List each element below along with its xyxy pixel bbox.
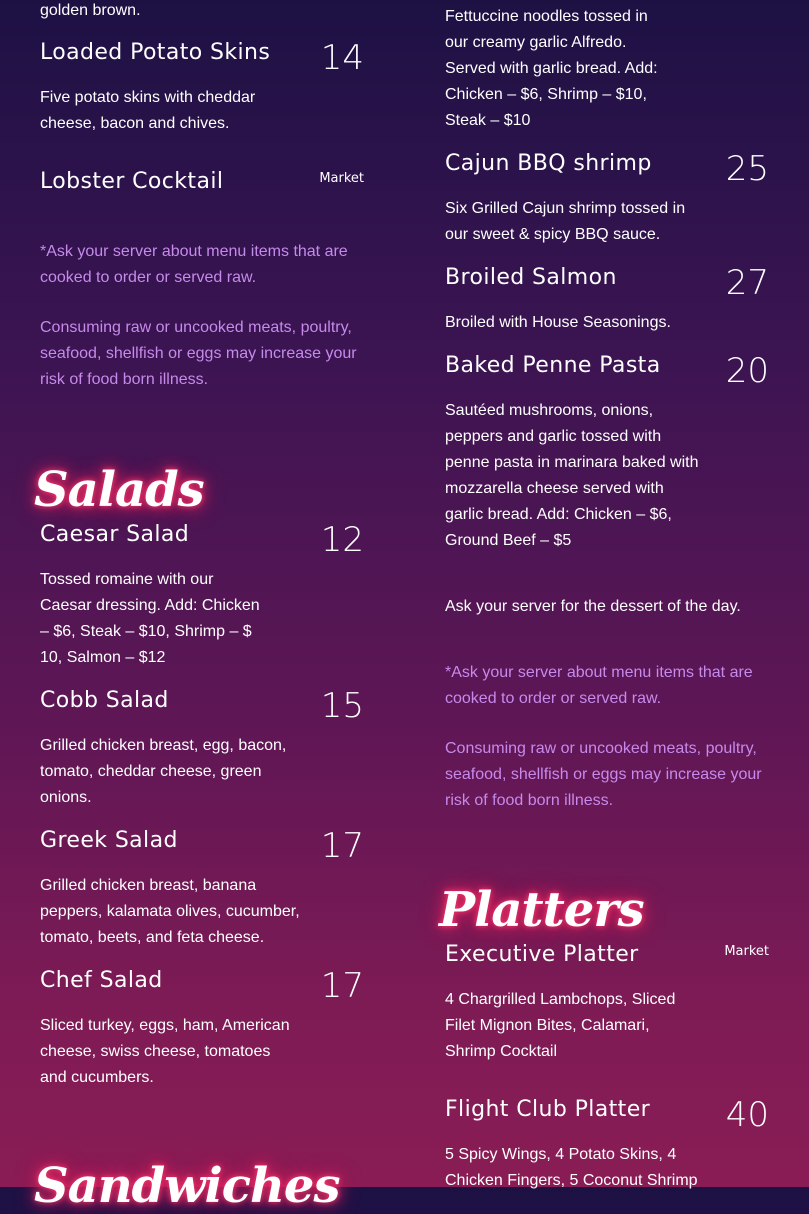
item-description-fragment: golden brown.: [40, 2, 141, 19]
menu-item-price: 14: [320, 38, 364, 78]
menu-item-price: 17: [320, 966, 364, 1006]
menu-item-price: 27: [725, 263, 769, 303]
item-description-fragment: Fettuccine noodles tossed in our creamy garlic Alfredo. Served with garlic bread. Add: Chicken – $6, Shrimp – $10, Steak – $10: [445, 8, 658, 129]
section-heading-platters: Platters: [439, 882, 644, 938]
menu-item-price: 20: [725, 351, 769, 391]
menu-item-name: Caesar Salad: [40, 522, 190, 547]
menu-item-description: 4 Chargrilled Lambchops, Sliced Filet Mignon Bites, Calamari, Shrimp Cocktail: [445, 991, 676, 1060]
menu-item-name: Chef Salad: [40, 968, 163, 993]
menu-item-name: Lobster Cocktail: [40, 169, 224, 194]
menu-item-price: 12: [320, 520, 364, 560]
menu-item-price: 25: [725, 149, 769, 189]
menu-item-name: Executive Platter: [445, 942, 639, 967]
menu-item-description: Grilled chicken breast, banana peppers, kalamata olives, cucumber, tomato, beets, and feta cheese.: [40, 877, 300, 946]
menu-item-description: Broiled with House Seasonings.: [445, 314, 671, 331]
raw-food-notice: *Ask your server about menu items that are cooked to order or served raw.: [445, 664, 753, 707]
menu-item-name: Flight Club Platter: [445, 1097, 651, 1122]
health-warning: Consuming raw or uncooked meats, poultry, seafood, shellfish or eggs may increase your risk of food born illness.: [445, 740, 762, 809]
menu-item-description: Five potato skins with cheddar cheese, bacon and chives.: [40, 89, 256, 132]
menu-item-name: Cajun BBQ shrimp: [445, 151, 652, 176]
menu-item-description: 5 Spicy Wings, 4 Potato Skins, 4 Chicken Fingers, 5 Coconut Shrimp: [445, 1146, 698, 1189]
menu-item-description: Six Grilled Cajun shrimp tossed in our sweet & spicy BBQ sauce.: [445, 200, 686, 243]
menu-item-name: Cobb Salad: [40, 688, 169, 713]
health-warning: Consuming raw or uncooked meats, poultry, seafood, shellfish or eggs may increase your risk of food born illness.: [40, 319, 357, 388]
menu-item-name: Loaded Potato Skins: [40, 40, 271, 65]
menu-item-description: Sliced turkey, eggs, ham, American cheese, swiss cheese, tomatoes and cucumbers.: [40, 1017, 290, 1086]
menu-item-name: Broiled Salmon: [445, 265, 617, 290]
menu-item-description: Grilled chicken breast, egg, bacon, tomato, cheddar cheese, green onions.: [40, 737, 287, 806]
menu-item-price: 15: [320, 686, 364, 726]
menu-item-price: 17: [320, 826, 364, 866]
menu-item-name: Baked Penne Pasta: [445, 353, 661, 378]
menu-item-description: Sautéed mushrooms, onions, peppers and garlic tossed with penne pasta in marinara baked with mozzarella cheese served with garlic bread. Add: Chicken – $6, Ground Beef – $5: [445, 402, 699, 549]
menu-item-name: Greek Salad: [40, 828, 178, 853]
section-heading-salads: Salads: [34, 462, 204, 518]
menu-item-price: Market: [724, 944, 769, 959]
section-heading-sandwiches: Sandwiches: [34, 1158, 340, 1214]
menu-item-description: Tossed romaine with our Caesar dressing. Add: Chicken – $6, Steak – $10, Shrimp – $ 10, Salmon – $12: [40, 571, 260, 666]
menu-item-price: 40: [725, 1095, 769, 1135]
menu-item-price: Market: [319, 171, 364, 186]
dessert-note: Ask your server for the dessert of the day.: [445, 598, 741, 615]
raw-food-notice: *Ask your server about menu items that are cooked to order or served raw.: [40, 243, 348, 286]
